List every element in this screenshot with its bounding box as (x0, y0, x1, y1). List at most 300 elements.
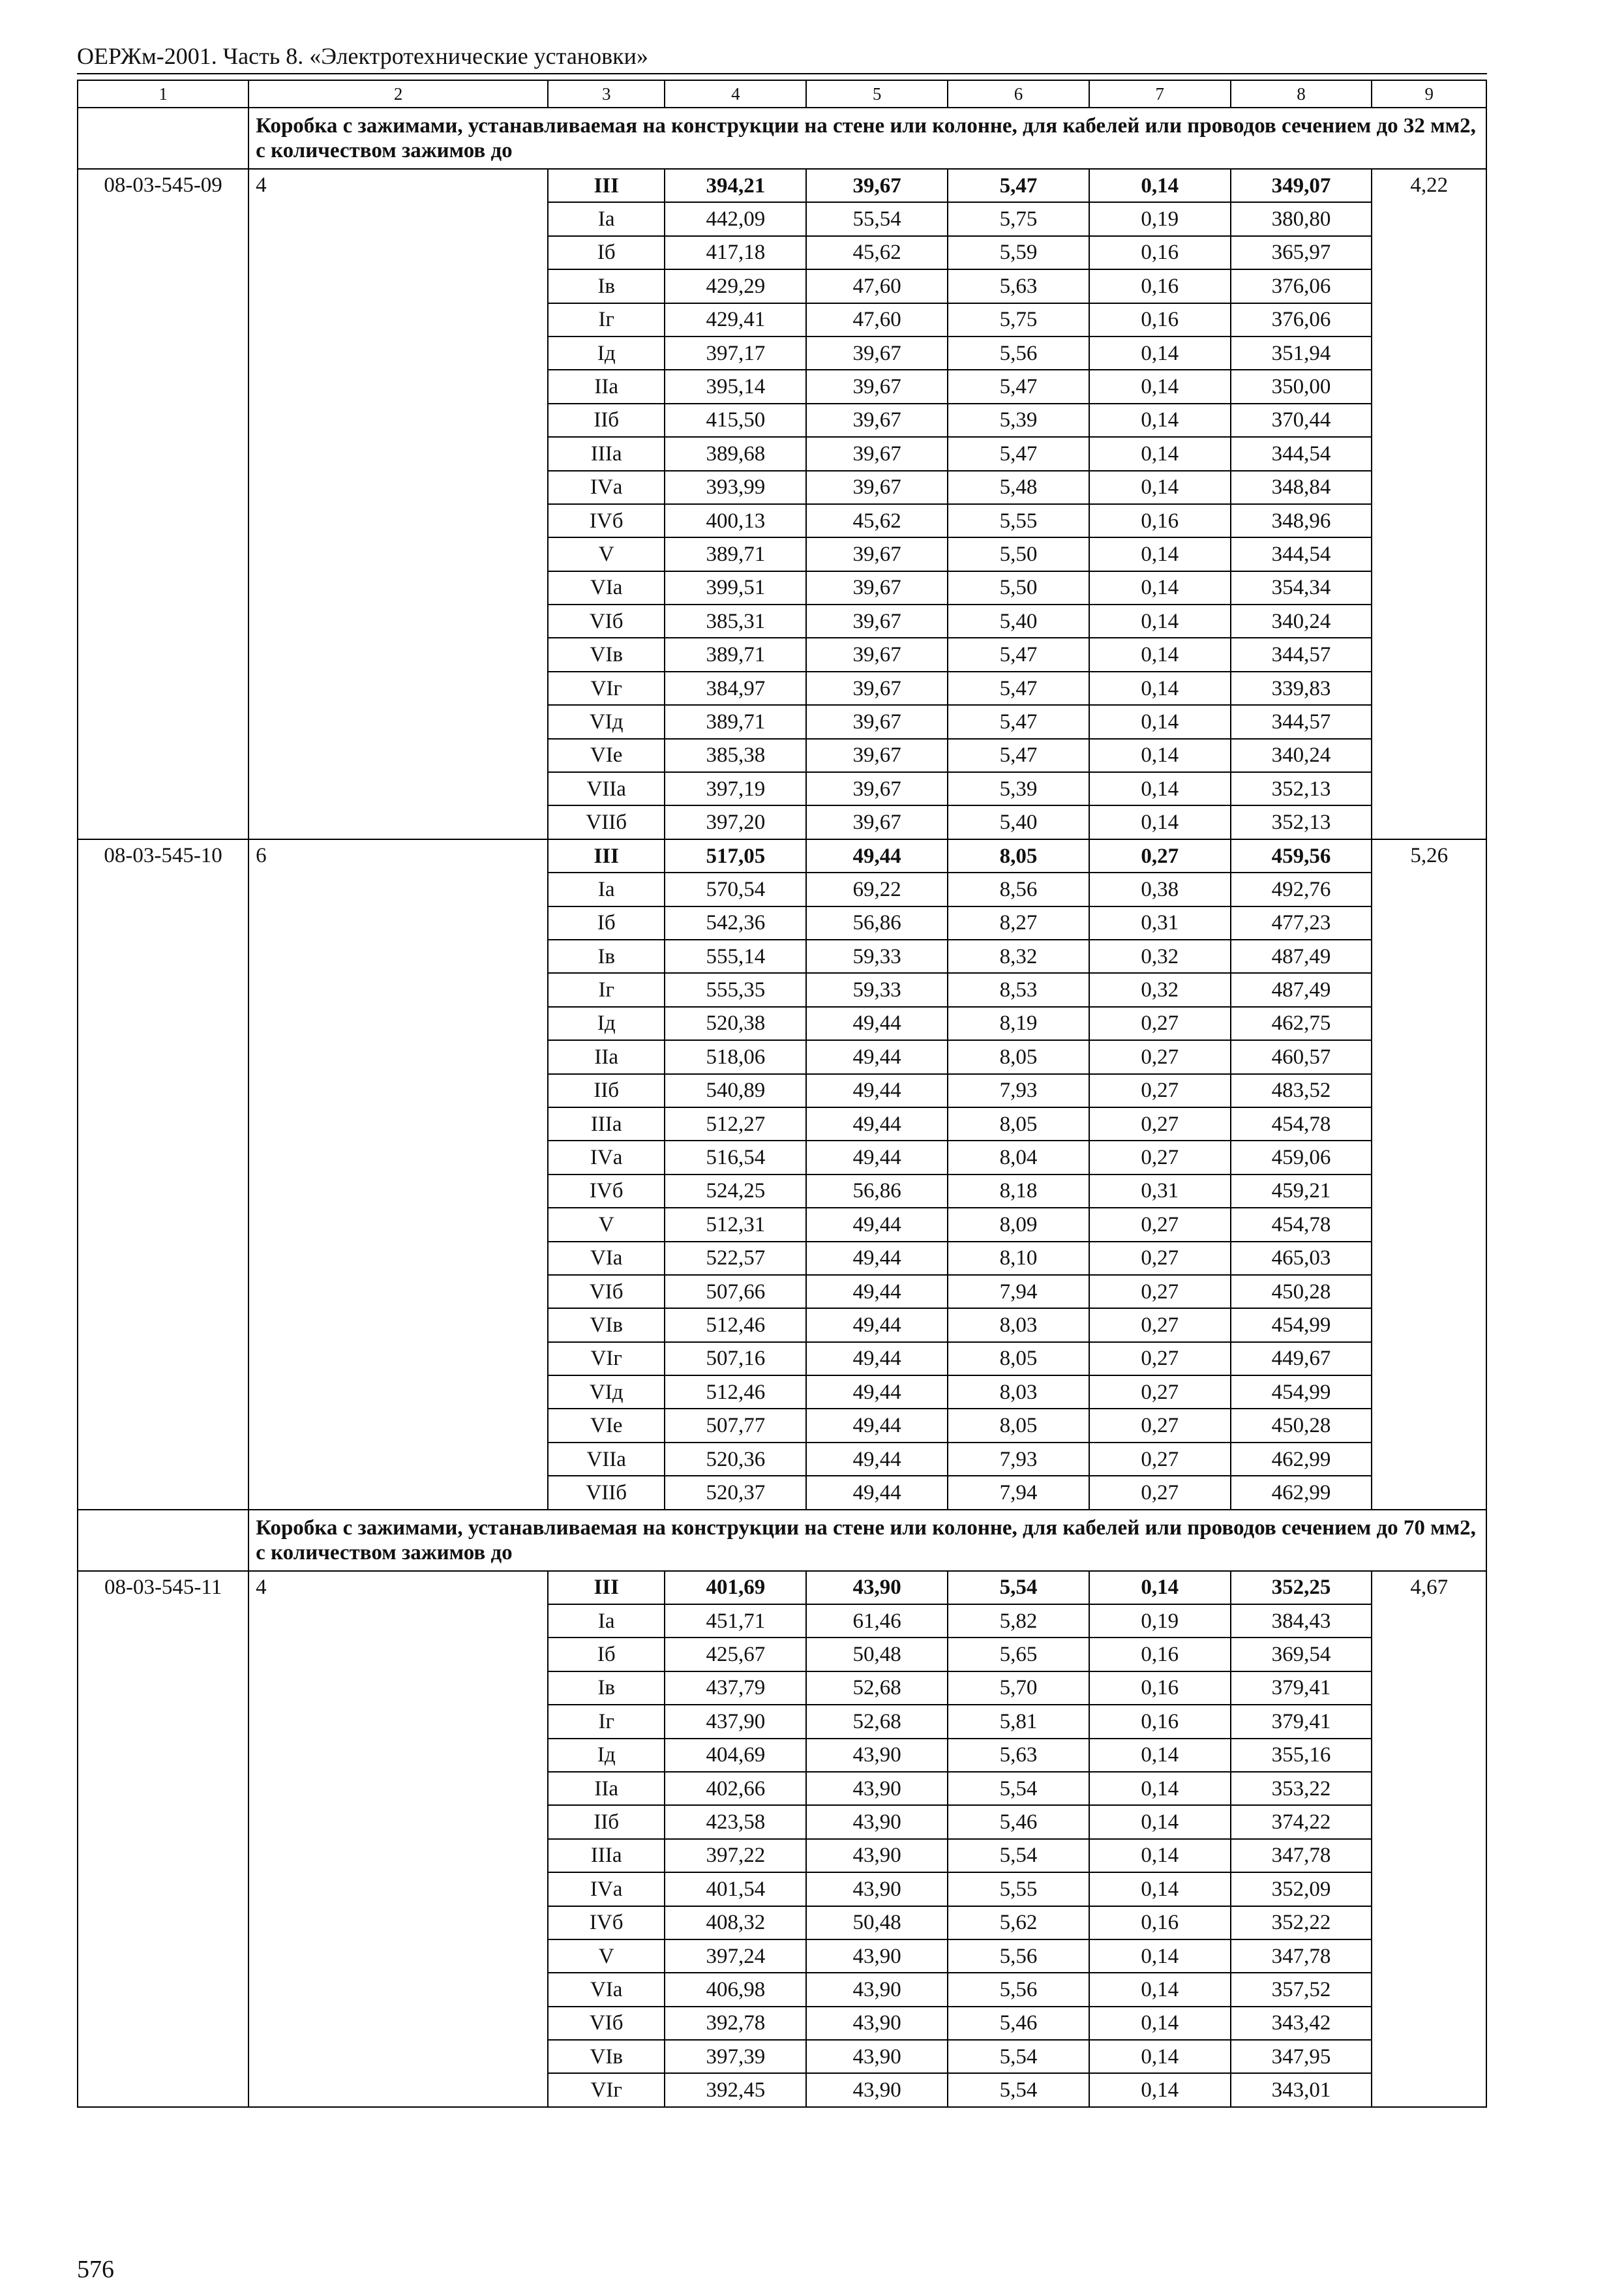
value-cell: 385,38 (665, 739, 806, 772)
column-number: 6 (948, 80, 1089, 108)
value-cell: 8,56 (948, 873, 1089, 906)
value-cell: 0,27 (1089, 839, 1231, 873)
column-number: 3 (548, 80, 665, 108)
value-cell: 437,90 (665, 1705, 806, 1738)
value-cell: 348,84 (1231, 471, 1372, 504)
value-cell: 354,34 (1231, 571, 1372, 605)
value-cell: 7,94 (948, 1476, 1089, 1509)
value-cell: 352,13 (1231, 772, 1372, 805)
value-cell: 415,50 (665, 404, 806, 437)
zone-cell: III (548, 169, 665, 202)
section-blank-cell (78, 108, 248, 169)
value-cell: 540,89 (665, 1074, 806, 1107)
value-cell: 49,44 (806, 1476, 948, 1509)
zone-cell: VIг (548, 1342, 665, 1375)
value-cell: 450,28 (1231, 1409, 1372, 1442)
zone-cell: V (548, 537, 665, 571)
value-cell: 59,33 (806, 940, 948, 973)
value-cell: 0,27 (1089, 1342, 1231, 1375)
value-cell: 399,51 (665, 571, 806, 605)
value-cell: 0,27 (1089, 1409, 1231, 1442)
value-cell: 5,47 (948, 705, 1089, 738)
value-cell: 512,46 (665, 1308, 806, 1341)
value-cell: 0,14 (1089, 337, 1231, 370)
value-cell: 0,14 (1089, 471, 1231, 504)
value-cell: 437,79 (665, 1671, 806, 1705)
value-cell: 50,48 (806, 1638, 948, 1671)
value-cell: 43,90 (806, 2073, 948, 2106)
zone-cell: V (548, 1208, 665, 1241)
value-cell: 379,41 (1231, 1705, 1372, 1738)
value-cell: 39,67 (806, 571, 948, 605)
page-number: 576 (77, 2256, 114, 2283)
value-cell: 8,10 (948, 1242, 1089, 1275)
value-cell: 401,54 (665, 1872, 806, 1906)
value-cell: 343,42 (1231, 2007, 1372, 2040)
column-number: 4 (665, 80, 806, 108)
zone-cell: VIIа (548, 772, 665, 805)
zone-cell: Iд (548, 337, 665, 370)
value-cell: 507,77 (665, 1409, 806, 1442)
value-cell: 517,05 (665, 839, 806, 873)
value-cell: 0,14 (1089, 1772, 1231, 1805)
value-cell: 8,04 (948, 1141, 1089, 1174)
value-cell: 392,45 (665, 2073, 806, 2106)
column-number: 9 (1372, 80, 1486, 108)
value-cell: 0,14 (1089, 1839, 1231, 1872)
zone-cell: IVа (548, 471, 665, 504)
value-cell: 417,18 (665, 236, 806, 269)
zone-cell: VIа (548, 571, 665, 605)
value-cell: 0,16 (1089, 1671, 1231, 1705)
value-cell: 49,44 (806, 1275, 948, 1308)
zone-cell: Iв (548, 940, 665, 973)
value-cell: 0,14 (1089, 1872, 1231, 1906)
value-cell: 0,27 (1089, 1476, 1231, 1509)
value-cell: 487,49 (1231, 940, 1372, 973)
value-cell: 344,54 (1231, 437, 1372, 470)
value-cell: 352,13 (1231, 805, 1372, 839)
value-cell: 0,14 (1089, 772, 1231, 805)
value-cell: 459,21 (1231, 1174, 1372, 1208)
value-cell: 406,98 (665, 1973, 806, 2006)
value-cell: 462,99 (1231, 1476, 1372, 1509)
zone-cell: VIIб (548, 1476, 665, 1509)
value-cell: 5,40 (948, 605, 1089, 638)
value-cell: 0,16 (1089, 269, 1231, 303)
value-cell: 389,68 (665, 437, 806, 470)
value-cell: 8,32 (948, 940, 1089, 973)
clamp-count: 4 (248, 169, 548, 839)
value-cell: 0,14 (1089, 739, 1231, 772)
table-row (78, 839, 1486, 873)
value-cell: 49,44 (806, 1107, 948, 1141)
value-cell: 5,47 (948, 370, 1089, 403)
value-cell: 43,90 (806, 1571, 948, 1604)
value-cell: 0,14 (1089, 1805, 1231, 1838)
value-cell: 0,27 (1089, 1275, 1231, 1308)
value-cell: 39,67 (806, 605, 948, 638)
value-cell: 0,16 (1089, 1638, 1231, 1671)
zone-cell: Iг (548, 973, 665, 1006)
value-cell: 0,14 (1089, 404, 1231, 437)
value-cell: 0,27 (1089, 1308, 1231, 1341)
zone-cell: IVб (548, 1174, 665, 1208)
rate-code: 08-03-545-09 (78, 169, 248, 839)
value-cell: 0,14 (1089, 1939, 1231, 1973)
value-cell: 8,03 (948, 1375, 1089, 1409)
value-cell: 0,14 (1089, 2007, 1231, 2040)
value-cell: 397,24 (665, 1939, 806, 1973)
zone-cell: IVб (548, 1906, 665, 1939)
column-number: 1 (78, 80, 248, 108)
value-cell: 402,66 (665, 1772, 806, 1805)
zone-cell: VIб (548, 605, 665, 638)
zone-cell: VIIб (548, 805, 665, 839)
value-cell: 454,78 (1231, 1208, 1372, 1241)
zone-cell: VIа (548, 1973, 665, 2006)
value-cell: 49,44 (806, 1074, 948, 1107)
value-cell: 347,78 (1231, 1939, 1372, 1973)
value-cell: 492,76 (1231, 873, 1372, 906)
value-cell: 8,19 (948, 1007, 1089, 1040)
value-cell: 59,33 (806, 973, 948, 1006)
value-cell: 343,01 (1231, 2073, 1372, 2106)
value-cell: 39,67 (806, 169, 948, 202)
value-cell: 395,14 (665, 370, 806, 403)
value-cell: 43,90 (806, 1839, 948, 1872)
value-cell: 39,67 (806, 437, 948, 470)
value-cell: 39,67 (806, 705, 948, 738)
section-title: Коробка с зажимами, устанавливаемая на конструкции на стене или колонне, для кабелей или проводов сечением до 32 мм2, с количеством зажимов до (248, 108, 1486, 169)
value-cell: 0,14 (1089, 705, 1231, 738)
value-cell: 0,27 (1089, 1443, 1231, 1476)
zone-cell: IIб (548, 1074, 665, 1107)
zone-cell: VIб (548, 2007, 665, 2040)
column-9-value: 4,67 (1372, 1571, 1486, 2107)
value-cell: 5,56 (948, 337, 1089, 370)
zone-cell: III (548, 839, 665, 873)
value-cell: 49,44 (806, 1443, 948, 1476)
zone-cell: VIб (548, 1275, 665, 1308)
value-cell: 8,05 (948, 1342, 1089, 1375)
value-cell: 344,54 (1231, 537, 1372, 571)
value-cell: 8,09 (948, 1208, 1089, 1241)
zone-cell: VIв (548, 638, 665, 671)
value-cell: 522,57 (665, 1242, 806, 1275)
value-cell: 0,27 (1089, 1107, 1231, 1141)
value-cell: 5,59 (948, 236, 1089, 269)
value-cell: 349,07 (1231, 169, 1372, 202)
zone-cell: Iб (548, 1638, 665, 1671)
value-cell: 450,28 (1231, 1275, 1372, 1308)
value-cell: 5,55 (948, 1872, 1089, 1906)
value-cell: 347,78 (1231, 1839, 1372, 1872)
value-cell: 376,06 (1231, 269, 1372, 303)
column-number: 5 (806, 80, 948, 108)
value-cell: 43,90 (806, 1872, 948, 1906)
value-cell: 5,63 (948, 1739, 1089, 1772)
value-cell: 5,47 (948, 638, 1089, 671)
value-cell: 454,78 (1231, 1107, 1372, 1141)
value-cell: 49,44 (806, 1040, 948, 1073)
value-cell: 0,14 (1089, 605, 1231, 638)
value-cell: 570,54 (665, 873, 806, 906)
value-cell: 483,52 (1231, 1074, 1372, 1107)
page-header: ОЕРЖм-2001. Часть 8. «Электротехнические установки» (77, 43, 648, 69)
column-9-value: 4,22 (1372, 169, 1486, 839)
value-cell: 394,21 (665, 169, 806, 202)
value-cell: 520,37 (665, 1476, 806, 1509)
zone-cell: Iа (548, 1604, 665, 1638)
value-cell: 459,06 (1231, 1141, 1372, 1174)
value-cell: 0,27 (1089, 1040, 1231, 1073)
value-cell: 507,66 (665, 1275, 806, 1308)
clamp-count: 4 (248, 1571, 548, 2107)
value-cell: 348,96 (1231, 504, 1372, 537)
value-cell: 392,78 (665, 2007, 806, 2040)
value-cell: 351,94 (1231, 337, 1372, 370)
value-cell: 520,36 (665, 1443, 806, 1476)
value-cell: 512,27 (665, 1107, 806, 1141)
column-9-value: 5,26 (1372, 839, 1486, 1510)
value-cell: 0,31 (1089, 906, 1231, 940)
value-cell: 0,19 (1089, 1604, 1231, 1638)
value-cell: 462,75 (1231, 1007, 1372, 1040)
value-cell: 5,54 (948, 1571, 1089, 1604)
value-cell: 5,81 (948, 1705, 1089, 1738)
value-cell: 5,70 (948, 1671, 1089, 1705)
value-cell: 379,41 (1231, 1671, 1372, 1705)
value-cell: 5,56 (948, 1973, 1089, 2006)
value-cell: 49,44 (806, 1342, 948, 1375)
value-cell: 384,97 (665, 672, 806, 705)
zone-cell: V (548, 1939, 665, 1973)
value-cell: 8,53 (948, 973, 1089, 1006)
value-cell: 5,50 (948, 537, 1089, 571)
value-cell: 39,67 (806, 805, 948, 839)
zone-cell: III (548, 1571, 665, 1604)
value-cell: 5,62 (948, 1906, 1089, 1939)
value-cell: 423,58 (665, 1805, 806, 1838)
value-cell: 425,67 (665, 1638, 806, 1671)
value-cell: 0,16 (1089, 1705, 1231, 1738)
value-cell: 5,47 (948, 672, 1089, 705)
value-cell: 374,22 (1231, 1805, 1372, 1838)
value-cell: 516,54 (665, 1141, 806, 1174)
section-title: Коробка с зажимами, устанавливаемая на конструкции на стене или колонне, для кабелей или проводов сечением до 70 мм2, с количеством зажимов до (248, 1510, 1486, 1571)
value-cell: 449,67 (1231, 1342, 1372, 1375)
section-header-row (78, 1510, 1486, 1571)
value-cell: 69,22 (806, 873, 948, 906)
value-cell: 39,67 (806, 638, 948, 671)
value-cell: 8,05 (948, 839, 1089, 873)
value-cell: 400,13 (665, 504, 806, 537)
column-number: 8 (1231, 80, 1372, 108)
value-cell: 0,27 (1089, 1208, 1231, 1241)
zone-cell: Iб (548, 236, 665, 269)
zone-cell: VIе (548, 1409, 665, 1442)
value-cell: 52,68 (806, 1705, 948, 1738)
value-cell: 344,57 (1231, 705, 1372, 738)
value-cell: 8,05 (948, 1040, 1089, 1073)
value-cell: 5,46 (948, 2007, 1089, 2040)
value-cell: 5,82 (948, 1604, 1089, 1638)
value-cell: 8,05 (948, 1409, 1089, 1442)
value-cell: 5,46 (948, 1805, 1089, 1838)
rate-code: 08-03-545-10 (78, 839, 248, 1510)
value-cell: 0,27 (1089, 1375, 1231, 1409)
value-cell: 393,99 (665, 471, 806, 504)
column-number: 7 (1089, 80, 1231, 108)
value-cell: 389,71 (665, 537, 806, 571)
value-cell: 49,44 (806, 1375, 948, 1409)
value-cell: 357,52 (1231, 1973, 1372, 2006)
value-cell: 429,29 (665, 269, 806, 303)
value-cell: 5,54 (948, 1772, 1089, 1805)
value-cell: 352,22 (1231, 1906, 1372, 1939)
value-cell: 8,05 (948, 1107, 1089, 1141)
zone-cell: IIб (548, 1805, 665, 1838)
value-cell: 0,14 (1089, 1571, 1231, 1604)
value-cell: 39,67 (806, 739, 948, 772)
value-cell: 7,93 (948, 1074, 1089, 1107)
value-cell: 397,17 (665, 337, 806, 370)
value-cell: 45,62 (806, 504, 948, 537)
value-cell: 487,49 (1231, 973, 1372, 1006)
value-cell: 8,18 (948, 1174, 1089, 1208)
value-cell: 0,19 (1089, 202, 1231, 235)
value-cell: 5,50 (948, 571, 1089, 605)
value-cell: 524,25 (665, 1174, 806, 1208)
value-cell: 451,71 (665, 1604, 806, 1638)
value-cell: 0,16 (1089, 504, 1231, 537)
value-cell: 353,22 (1231, 1772, 1372, 1805)
value-cell: 49,44 (806, 1007, 948, 1040)
value-cell: 39,67 (806, 337, 948, 370)
zone-cell: Iв (548, 1671, 665, 1705)
zone-cell: Iа (548, 202, 665, 235)
value-cell: 555,35 (665, 973, 806, 1006)
value-cell: 512,31 (665, 1208, 806, 1241)
value-cell: 45,62 (806, 236, 948, 269)
value-cell: 460,57 (1231, 1040, 1372, 1073)
value-cell: 442,09 (665, 202, 806, 235)
value-cell: 459,56 (1231, 839, 1372, 873)
value-cell: 340,24 (1231, 739, 1372, 772)
value-cell: 352,09 (1231, 1872, 1372, 1906)
value-cell: 520,38 (665, 1007, 806, 1040)
zone-cell: VIд (548, 1375, 665, 1409)
value-cell: 0,14 (1089, 437, 1231, 470)
value-cell: 542,36 (665, 906, 806, 940)
value-cell: 49,44 (806, 1208, 948, 1241)
value-cell: 43,90 (806, 1739, 948, 1772)
value-cell: 465,03 (1231, 1242, 1372, 1275)
value-cell: 5,39 (948, 404, 1089, 437)
value-cell: 5,63 (948, 269, 1089, 303)
value-cell: 385,31 (665, 605, 806, 638)
value-cell: 5,54 (948, 1839, 1089, 1872)
value-cell: 555,14 (665, 940, 806, 973)
value-cell: 401,69 (665, 1571, 806, 1604)
value-cell: 0,27 (1089, 1007, 1231, 1040)
value-cell: 0,27 (1089, 1074, 1231, 1107)
value-cell: 0,32 (1089, 940, 1231, 973)
zone-cell: Iд (548, 1739, 665, 1772)
value-cell: 39,67 (806, 537, 948, 571)
zone-cell: Iд (548, 1007, 665, 1040)
value-cell: 0,14 (1089, 2073, 1231, 2106)
value-cell: 5,65 (948, 1638, 1089, 1671)
value-cell: 61,46 (806, 1604, 948, 1638)
value-cell: 49,44 (806, 1409, 948, 1442)
zone-cell: VIг (548, 2073, 665, 2106)
value-cell: 49,44 (806, 1242, 948, 1275)
value-cell: 39,67 (806, 672, 948, 705)
value-cell: 340,24 (1231, 605, 1372, 638)
section-header-row (78, 108, 1486, 169)
value-cell: 43,90 (806, 2040, 948, 2073)
value-cell: 454,99 (1231, 1308, 1372, 1341)
value-cell: 0,14 (1089, 2040, 1231, 2073)
value-cell: 397,22 (665, 1839, 806, 1872)
value-cell: 0,14 (1089, 672, 1231, 705)
value-cell: 47,60 (806, 303, 948, 337)
value-cell: 429,41 (665, 303, 806, 337)
zone-cell: VIд (548, 705, 665, 738)
value-cell: 5,55 (948, 504, 1089, 537)
price-table (77, 80, 1487, 2108)
zone-cell: VIв (548, 2040, 665, 2073)
value-cell: 49,44 (806, 1141, 948, 1174)
zone-cell: Iб (548, 906, 665, 940)
value-cell: 355,16 (1231, 1739, 1372, 1772)
zone-cell: IIIа (548, 1839, 665, 1872)
value-cell: 0,16 (1089, 303, 1231, 337)
value-cell: 39,67 (806, 772, 948, 805)
value-cell: 339,83 (1231, 672, 1372, 705)
value-cell: 404,69 (665, 1739, 806, 1772)
value-cell: 384,43 (1231, 1604, 1372, 1638)
value-cell: 397,19 (665, 772, 806, 805)
value-cell: 0,14 (1089, 370, 1231, 403)
value-cell: 5,40 (948, 805, 1089, 839)
value-cell: 369,54 (1231, 1638, 1372, 1671)
value-cell: 50,48 (806, 1906, 948, 1939)
value-cell: 0,16 (1089, 1906, 1231, 1939)
value-cell: 0,27 (1089, 1141, 1231, 1174)
value-cell: 47,60 (806, 269, 948, 303)
value-cell: 39,67 (806, 404, 948, 437)
value-cell: 8,03 (948, 1308, 1089, 1341)
value-cell: 352,25 (1231, 1571, 1372, 1604)
zone-cell: VIIа (548, 1443, 665, 1476)
value-cell: 7,93 (948, 1443, 1089, 1476)
value-cell: 370,44 (1231, 404, 1372, 437)
value-cell: 43,90 (806, 2007, 948, 2040)
rate-code: 08-03-545-11 (78, 1571, 248, 2107)
value-cell: 7,94 (948, 1275, 1089, 1308)
value-cell: 5,47 (948, 437, 1089, 470)
value-cell: 0,14 (1089, 1739, 1231, 1772)
column-number-row (78, 80, 1486, 108)
value-cell: 0,38 (1089, 873, 1231, 906)
value-cell: 376,06 (1231, 303, 1372, 337)
zone-cell: VIа (548, 1242, 665, 1275)
zone-cell: IIа (548, 370, 665, 403)
value-cell: 397,20 (665, 805, 806, 839)
